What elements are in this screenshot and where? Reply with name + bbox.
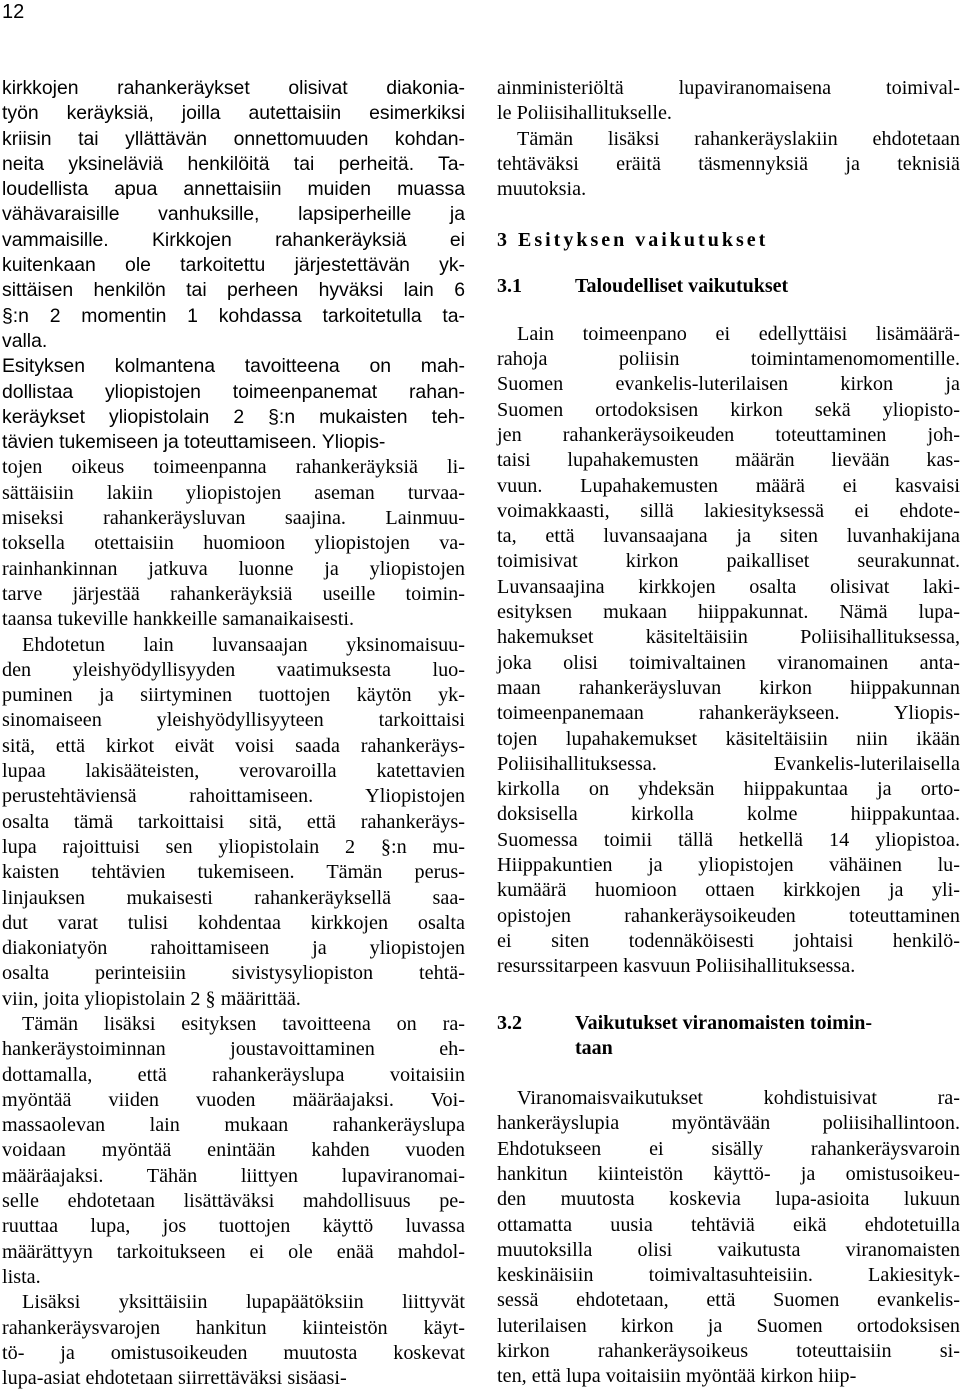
text-line: Suomen evankelis-luterilaisen kirkon ja [497,373,960,396]
subsection-title: Taloudelliset vaikutukset [575,275,789,298]
text-line: kirkon rahankeräysoikeus toteuttaisiin si- [497,1340,960,1363]
text-line: vammaisille. Kirkkojen rahankeräyksiä ei [2,228,465,251]
section-heading: 3 Esityksen vaikutukset [497,229,769,252]
text-line: ottamatta uusia tehtäviä eikä ehdotetuilla [497,1213,960,1236]
text-line: ten, että lupa voitaisiin myöntää kirkon hiip- [497,1365,857,1388]
text-line: rahankeräysvarojen hankitun kiinteistön käyt- [2,1316,465,1339]
text-line: viin, joita yliopistolain 2 § määrittää. [2,987,301,1010]
paragraph [2,1290,465,1391]
text-line: sinomaiseen yleishyödyllisyyteen tarkoittaisi [2,709,465,732]
text-line: Suomen ortodoksisen kirkon sekä yliopisto- [497,398,960,421]
subsection-heading-3-2 [497,1011,960,1062]
text-line: ruuttaa lupa, jos tuottojen käyttö luvassa [2,1215,465,1238]
text-line: keräykset yliopistolain 2 §:n mukaisten teh- [2,405,465,428]
text-line: sitä, että kirkot eivät voisi saada rahankeräys- [2,734,465,757]
text-line: den yleishyödyllisyyden vaatimuksesta luo- [2,658,465,681]
text-line: doksisella kirkolla kolme hiippakuntaa. [497,803,960,826]
text-line: taansa tukeville hankkeille samanaikaisesti. [2,608,355,631]
text-line: tö- ja omistusoikeuden muutosta koskevat [2,1341,465,1364]
text-line: §:n 2 momentin 1 kohdassa tarkoitetulla ta- [2,304,465,327]
text-line: toimisivat kirkon paikalliset seurakunnat. [497,550,960,573]
text-line: neita yksineläviä henkilöitä tai perheitä. Ta- [2,152,465,175]
text-line: hankitun kiinteistön käyttö- ja omistusoikeu- [497,1162,960,1185]
text-line: myöntää viiden vuoden määräajaksi. Voi- [2,1088,465,1111]
text-line: rainhankinnan jatkuva luonne ja yliopistojen [2,557,465,580]
text-line: lupa rajoittuisi sen yliopistolain 2 §:n mu- [2,835,465,858]
paragraph [497,322,960,980]
text-line: keskinäisiin toimivaltasuhteisiin. Lakiesityk- [497,1264,960,1287]
text-line: dut varat tulisi kohdentaa kirkkojen osalta [2,911,465,934]
text-line: taisi lupahakemusten määrän lievään kas- [497,449,960,472]
text-line: joka olisi toimivaltainen viranomainen anta- [497,651,960,674]
text-line: sessä ehdotetaan, että Suomen evankelis- [497,1289,960,1312]
subsection-number: 3.1 [497,275,522,298]
text-line: resurssitarpeen kasvuun Poliisihallituksessa. [497,955,856,978]
text-line: muutoksilla olisi vaikutusta viranomaisten [497,1238,960,1261]
text-line: linjauksen mukaisesti rahankeräyksellä saa- [2,886,465,909]
text-line: toimeenpanemaan rahankeräykseen. Yliopis- [497,702,960,725]
text-line: Ehdotetun lain luvansaajan yksinomaisuu- [22,633,465,656]
text-line: dollistaa yliopistojen toimeenpanemat rahan- [2,380,465,403]
right-intro-block [497,76,960,202]
right-column [497,76,960,1390]
text-line: hakemukset käsiteltäisiin Poliisihallituksessa, [497,626,960,649]
text-line: Viranomaisvaikutukset kohdistuisivat ra- [517,1087,960,1110]
paragraph [2,633,465,1012]
text-line: muutoksia. [497,178,587,201]
subsection-heading-3-1 [497,274,960,299]
text-line: den muutosta koskevia lupa-asioita lukuun [497,1188,960,1211]
text-line: opistojen rahankeräysoikeuden toteuttaminen [497,904,960,927]
paragraph [497,1086,960,1390]
text-line: Lisäksi yksittäisiin lupapäätöksiin liittyvät [22,1291,465,1314]
left-serif-block [2,455,465,1391]
text-line: kirkolla on yhdeksän hiippakuntaa ja orto- [497,778,960,801]
text-line: määrättyyn tarkoitukseen ei ole enää mahdol- [2,1240,465,1263]
text-line: voimakkaasti, sillä lakiesityksessä ei ehdote- [497,499,960,522]
text-line: sittäisen henkilön tai perheen hyväksi lain 6 [2,279,465,302]
text-line: esityksen mukaan hiippakunnat. Nämä lupa- [497,601,960,624]
paragraph [497,127,960,203]
text-line: le Poliisihallitukselle. [497,102,672,125]
text-line: hankeräyslupia myöntävään poliisihallintoon. [497,1112,960,1135]
text-line: Poliisihallituksessa. Evankelis-luterilaisella [497,752,960,775]
text-line: tojen oikeus toimeenpanna rahankeräyksiä li- [2,456,465,479]
text-line: Lain toimeenpano ei edellyttäisi lisämäärä- [517,322,960,345]
text-line: kriisin tai yllättävän onnettomuuden kohdan- [2,127,465,150]
subsection-title-line: Vaikutukset viranomaisten toimin- [575,1011,873,1034]
paragraph [2,354,465,455]
text-line: puminen ja siirtyminen tuottojen käytön yk- [2,684,465,707]
subsection-3-2-body [497,1086,960,1390]
text-line: massaolevan lain mukaan rahankeräyslupa [2,1114,465,1137]
text-line: tehtäväksi eräitä täsmennyksiä ja teknisiä [497,152,960,175]
text-line: valla. [2,329,48,352]
text-line: hankeräystoiminnan joustavoittaminen eh- [2,1038,465,1061]
text-line: vähävaraisille vanhuksille, lapsiperheille ja [2,203,465,226]
text-line: selle ehdotetaan lisättäväksi mahdollisuus pe- [2,1190,465,1213]
paragraph [2,455,465,632]
text-line: maan rahankeräysluvan kirkon hiippakunnan [497,676,960,699]
text-line: osalta tämä tarkoittaisi sitä, että rahankeräys- [2,810,465,833]
paragraph [2,76,465,354]
paragraph [497,76,960,127]
paragraph [2,1012,465,1290]
text-line: rahoja poliisin toimintamenomomentille. [497,348,960,371]
text-line: Luvansaajina kirkkojen osalta olisivat laki- [497,575,960,598]
text-line: loudellista apua annettaisiin muiden muassa [2,178,465,201]
subsection-3-1-body [497,322,960,980]
text-line: sättäisiin lakiin yliopistojen aseman turvaa- [2,481,465,504]
text-line: ta, että luvansaajana ja siten luvanhakijana [497,525,960,548]
text-line: tarve järjestää rahankeräyksiä useille toimin- [2,582,465,605]
page-number: 12 [2,1,25,23]
subsection-title-line: taan [575,1036,613,1059]
text-line: kirkkojen rahankeräykset olisivat diakonia- [2,77,465,99]
text-line: Suomessa toimii tällä hetkellä 14 yliopistoa. [497,828,960,851]
text-line: luterilaisen kirkon ja Suomen ortodoksisen [497,1314,960,1337]
text-line: ainministeriöltä lupaviranomaisena toimival- [497,77,960,99]
text-line: kaisten tehtävien tukemiseen. Tämän perus- [2,861,465,884]
text-line: lista. [2,1265,41,1288]
text-line: osalta perinteisiin sivistysyliopiston tehtä- [2,962,465,985]
text-line: dottamalla, että rahankeräyslupa voitaisiin [2,1063,465,1086]
text-line: kumäärä huomioon ottaen kirkkojen ja yli- [497,879,960,902]
text-line: lupaa lakisääteisten, verovaroilla katettavien [2,760,465,783]
text-line: Hiippakuntien ja yliopistojen vähäinen lu- [497,854,960,877]
subsection-number: 3.2 [497,1011,522,1034]
text-line: voidaan myöntää enintään kahden vuoden [2,1139,465,1162]
text-line: miseksi rahankeräysluvan saajina. Lainmuu- [2,507,465,530]
text-line: lupa-asiat ehdotetaan siirrettäväksi sisäasi- [2,1367,347,1390]
text-line: tojen lupahakemukset käsiteltäisiin niin ikään [497,727,960,750]
text-line: Tämän lisäksi esityksen tavoitteena on ra- [22,1012,465,1035]
text-line: vuun. Lupahakemusten määrä ei kasvaisi [497,474,960,497]
text-line: ei siten todennäköisesti johtaisi henkilö- [497,929,960,952]
text-line: tävien tukemiseen ja toteuttamiseen. Yliopis- [2,431,386,454]
text-line: Tämän lisäksi rahankeräyslakiin ehdotetaan [517,127,960,150]
text-line: toksella otettaisiin huomioon yliopistojen va- [2,532,465,555]
text-line: perustehtäviensä rahoittamiseen. Yliopistojen [2,785,465,808]
left-column [2,76,465,1391]
left-sans-block [2,76,465,455]
text-line: jen rahankeräysoikeuden toteuttaminen joh- [497,423,960,446]
text-line: diakoniatyön rahoittamiseen ja yliopistojen [2,937,465,960]
text-line: Esityksen kolmantena tavoitteena on mah- [2,355,465,378]
text-line: Ehdotukseen ei sisälly rahankeräysvaroin [497,1137,960,1160]
text-line: kuitenkaan ole tarkoitettu järjestettävän yk- [2,254,465,277]
text-line: työn keräyksiä, joilla autettaisiin esimerkiksi [2,102,465,125]
text-line: määräajaksi. Tähän liittyen lupaviranomai- [2,1164,465,1187]
subsection-title [575,1011,872,1062]
